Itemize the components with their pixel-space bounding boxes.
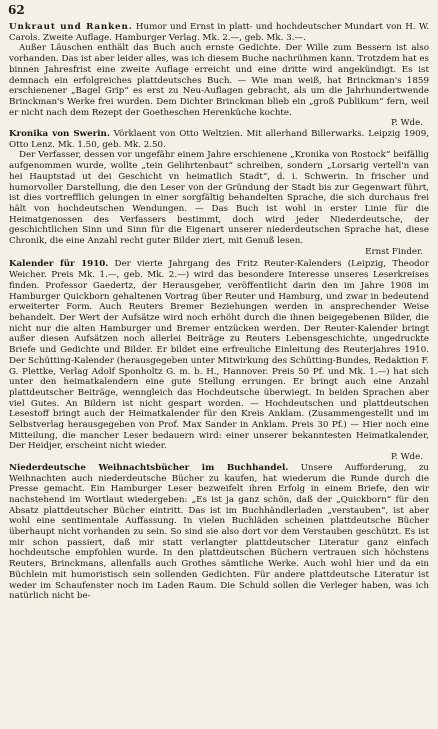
review-lead	[9, 129, 429, 150]
review-bibliography: Vörklaent von Otto Weltzien. Mit allerhand Billerwarks. Leipzig 1909, Otto Lenz. Mk. 1.50, geb. Mk. 2.50.	[9, 129, 429, 150]
review-paragraph: Unsere Aufforderung, zu Weihnachten auch niederdeutsche Bücher zu kaufen, hat wiederum die Runde durch die Presse gemacht. Ein Hamburger Leser bezweifelt ihren Erfolg in einem Briefe, den wir nachstehend im Wortlaut wiedergeben: „Es ist ja ganz schön, daß der „Quickborn“ für den Absatz plattdeutscher Bücher eintritt. Das ist im Buchhändlerladen „verstauben“, ist aber wohl eine sentimentale Auffassung. In vielen Buchläden scheinen plattdeutsche Bücher überhaupt nicht vorhanden zu sein. So sind sie also dort vor dem Verstauben geschützt. Es ist mir schon passiert, daß mir statt verlangter plattdeutscher Literatur ganz einfach hochdeutsche empfohlen wurde. In den plattdeutschen Büchern vertrauen sich höchstens Reuters, Brinckmans, allenfalls auch Grothes sämtliche Werke. Auch wohl hier und da ein Büchlein mit humoristisch sein sollenden Gedichten. Für andere plattdeutsche Literatur ist weder im Schaufenster noch im Laden Raum. Die Schuld sollen die Verleger haben, was ich natürlich nicht be-	[9, 462, 429, 602]
review-lead	[9, 259, 429, 452]
review-header: Unkraut und Ranken.	[9, 22, 133, 32]
review-bibliography: Humor und Ernst in platt- und hochdeutscher Mundart von H. W. Carols. Zweite Auflage. Hamburger Verlag. Mk. 2.—, geb. Mk. 3.—.	[9, 22, 429, 43]
review-paragraph: Außer Läuschen enthält das Buch auch ernste Gedichte. Der Wille zum Bessern ist also vorhanden. Das ist aber leider alles, was ich diesem Buche nachrühmen kann. Trotzdem hat es binnen Jahresfrist eine zweite Auflage erreicht und eine dritte wird angekündigt. Es ist demnach ein erfolgreiches plattdeutsches Buch. — Wie man weiß, hat Brinckman's 1859 erschienener „Bagel Grip“ es erst zu Neu-Auflagen gebracht, als um die Jahrhundertwende Brinckman's Werke frei wurden. Dem Dichter Brinckman blieb ein „groß Publikum“ fern, weil er nicht nach dem Rezept der Goetheschen Herenküche kochte.	[9, 43, 429, 118]
review-signature: Ernst Finder.	[365, 246, 423, 257]
page-number: 62	[8, 3, 25, 17]
review-signature: P. Wde.	[391, 452, 423, 463]
review-header: Kronika von Swerin.	[9, 129, 110, 140]
article-text	[9, 22, 429, 602]
review-header: Niederdeutsche Weihnachtsbücher im Buchhandel.	[9, 462, 289, 473]
review-paragraph: Der Verfasser, dessen vor ungefähr einem Jahre erschienene „Kronika von Rostock“ beifällig aufgenommen wurde, wollte „tein Gelihrtenbaut“ schreiben, sondern „Lorsarig vertell'n van hei Hauptstad ut dei Geschicht vn heimatlich Stadt“, d. i. Schwerin. In frischer und humorvoller Darstellung, die den Leser von der Gründung der Stadt bis zur Gegenwart führt, ist dies vortrefflich gelungen in einer sorgfältig behandelten Sprache, die sich durchaus frei hält von hochdeutschen Wendungen. — Das Buch ist wohl in erster Linie für die Heimatgenossen des Verfassers bestimmt, doch wird jeder Niederdeutsche, der geschichtlichen Sinn und Sinn für die Eigenart unserer niederdeutschen Sprache hat, diese Chronik, die eine Anzahl recht guter Bilder ziert, mit Genuß lesen.	[9, 150, 429, 247]
review-header: Kalender für 1910.	[9, 259, 109, 270]
review-signature: P. Wde.	[391, 118, 423, 129]
review-lead	[9, 22, 429, 43]
review-paragraph: Der vierte Jahrgang des Fritz Reuter-Kalenders (Leipzig, Theodor Weicher. Preis Mk. 1.—, geb. Mk. 2.—) wird das besondere Interesse unseres Leserkreises finden. Professor Gaedertz, der Herausgeber, veröffentlicht darin den im Jahre 1908 im Hamburger Quickborn gehaltenen Vortrag über Reuter und Hamburg, und zwar in bedeutend erweiterter Form. Auch Reuters Bremer Beziehungen werden in ansprechender Weise behandelt. Der Wert der Aufsätze wird noch erhöht durch die ihnen beigegebenen Bilder, die nicht nur die alten Hamburger und Bremer entzücken werden. Der Reuter-Kalender bringt außer diesen Aufsätzen noch allerlei Beiträge zu Reuters Lebensgeschichte, ungedruckte Briefe und Gedichte und Bilder. Er bildet eine erfreuliche Einleitung des Reuterjahres 1910. Der Schütting-Kalender (herausgegeben unter Mitwirkung des Schütting-Bundes, Redaktion F. G. Plettke, Verlag Adolf Sponholtz G. m. b. H., Hannover. Preis 50 Pf. und Mk. 1.—) hat sich unter den heimatkalendern eine gute Stellung errungen. Er bringt auch eine Anzahl plattdeutscher Beiträge, wenngleich das Hochdeutsche überwiegt. In beiden Sprachen aber viel Gutes. An Bildern ist nicht gespart worden. — Hochdeutschen und plattdeutschen Lesestoff bringt auch der Heimatkalender für den Kreis Anklam. (Zusammengestellt und im Selbstverlag herausgegeben von Prof. Max Sander in Anklam. Preis 30 Pf.) — Hier noch eine Mitteilung, die mancher Leser bedauern wird: einer unserer bekanntesten Heimatkalender, Der Heidjer, erscheint nicht wieder.	[9, 259, 430, 452]
review-lead	[9, 463, 429, 602]
